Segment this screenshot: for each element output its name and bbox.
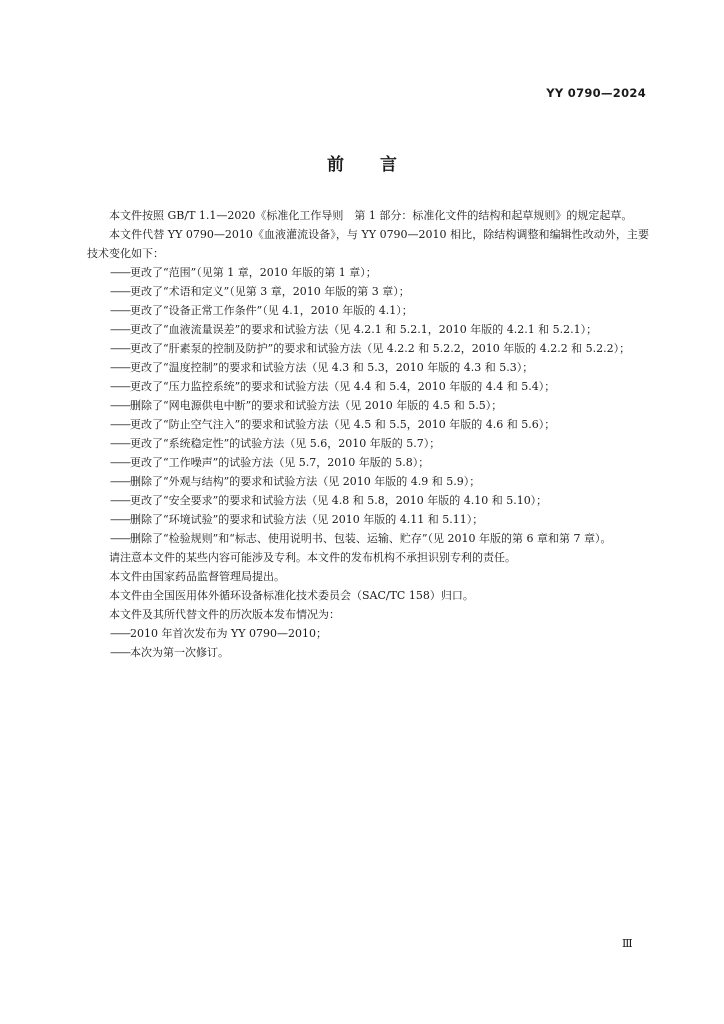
list-item: ——更改了“肝素泵的控制及防护”的要求和试验方法（见 4.2.2 和 5.2.2，2010 年版的 4.2.2 和 5.2.2）； [110, 342, 631, 355]
list-item: ——更改了“工作噪声”的试验方法（见 5.7，2010 年版的 5.8）； [110, 456, 430, 469]
dash-marker: —— [110, 285, 130, 298]
list-item: ——更改了“术语和定义”（见第 3 章，2010 年版的第 3 章）； [110, 285, 410, 298]
list-item: ——更改了“安全要求”的要求和试验方法（见 4.8 和 5.8，2010 年版的 4.10 和 5.10）； [110, 494, 548, 507]
dash-marker: —— [110, 646, 130, 659]
paragraph-replacement: 本文件代替 YY 0790—2010《血液灌流设备》，与 YY 0790—2010 相比，除结构调整和编辑性改动外，主要技术变化如下： [87, 228, 649, 260]
dash-marker: —— [110, 399, 130, 412]
dash-marker: —— [110, 361, 130, 374]
dash-marker: —— [110, 418, 130, 431]
list-item: ——更改了“系统稳定性”的试验方法（见 5.6，2010 年版的 5.7）； [110, 437, 441, 450]
dash-marker: —— [110, 266, 130, 279]
list-item: ——2010 年首次发布为 YY 0790—2010； [110, 627, 327, 640]
dash-marker: —— [110, 627, 130, 640]
dash-marker: —— [110, 494, 130, 507]
list-item: ——删除了“外观与结构”的要求和试验方法（见 2010 年版的 4.9 和 5.9）； [110, 475, 481, 488]
dash-marker: —— [110, 380, 130, 393]
dash-marker: —— [110, 437, 130, 450]
paragraph-history-intro: 本文件及其所代替文件的历次版本发布情况为： [109, 608, 340, 621]
page-title: 前言 [327, 155, 433, 175]
list-item: ——更改了“血液流量误差”的要求和试验方法（见 4.2.1 和 5.2.1，2010 年版的 4.2.1 和 5.2.1）； [110, 323, 598, 336]
dash-marker: —— [110, 532, 130, 545]
changes-list [87, 263, 649, 548]
dash-marker: —— [110, 304, 130, 317]
dash-marker: —— [110, 475, 130, 488]
list-item: ——更改了“温度控制”的要求和试验方法（见 4.3 和 5.3，2010 年版的 4.3 和 5.3）； [110, 361, 534, 374]
paragraph-committee: 本文件由全国医用体外循环设备标准化技术委员会（SAC/TC 158）归口。 [109, 589, 474, 602]
list-item: ——本次为第一次修订。 [110, 646, 229, 659]
paragraph-drafting-rules: 本文件按照 GB/T 1.1—2020《标准化工作导则 第 1 部分：标准化文件的结构和起草规则》的规定起草。 [109, 209, 633, 222]
list-item: ——更改了“设备正常工作条件”（见 4.1，2010 年版的 4.1）； [110, 304, 413, 317]
list-item: ——删除了“环境试验”的要求和试验方法（见 2010 年版的 4.11 和 5.11）； [110, 513, 484, 526]
dash-marker: —— [110, 323, 130, 336]
paragraph-proposer: 本文件由国家药品监督管理局提出。 [109, 570, 285, 583]
list-item: ——更改了“压力监控系统”的要求和试验方法（见 4.4 和 5.4，2010 年版的 4.4 和 5.4）； [110, 380, 556, 393]
dash-marker: —— [110, 513, 130, 526]
history-list [87, 624, 649, 662]
document-id: YY 0790—2024 [546, 86, 646, 100]
list-item: ——删除了“网电源供电中断”的要求和试验方法（见 2010 年版的 4.5 和 5.5）； [110, 399, 503, 412]
page-number: Ⅲ [622, 937, 633, 950]
paragraph-patent-notice: 请注意本文件的某些内容可能涉及专利。本文件的发布机构不承担识别专利的责任。 [109, 551, 516, 564]
list-item: ——删除了“检验规则”和“标志、使用说明书、包装、运输、贮存”（见 2010 年版的第 6 章和第 7 章）。 [110, 532, 612, 545]
dash-marker: —— [110, 456, 130, 469]
foreword-body [87, 206, 649, 662]
list-item: ——更改了“防止空气注入”的要求和试验方法（见 4.5 和 5.5，2010 年版的 4.6 和 5.6）； [110, 418, 556, 431]
list-item: ——更改了“范围”（见第 1 章，2010 年版的第 1 章）； [110, 266, 377, 279]
dash-marker: —— [110, 342, 130, 355]
